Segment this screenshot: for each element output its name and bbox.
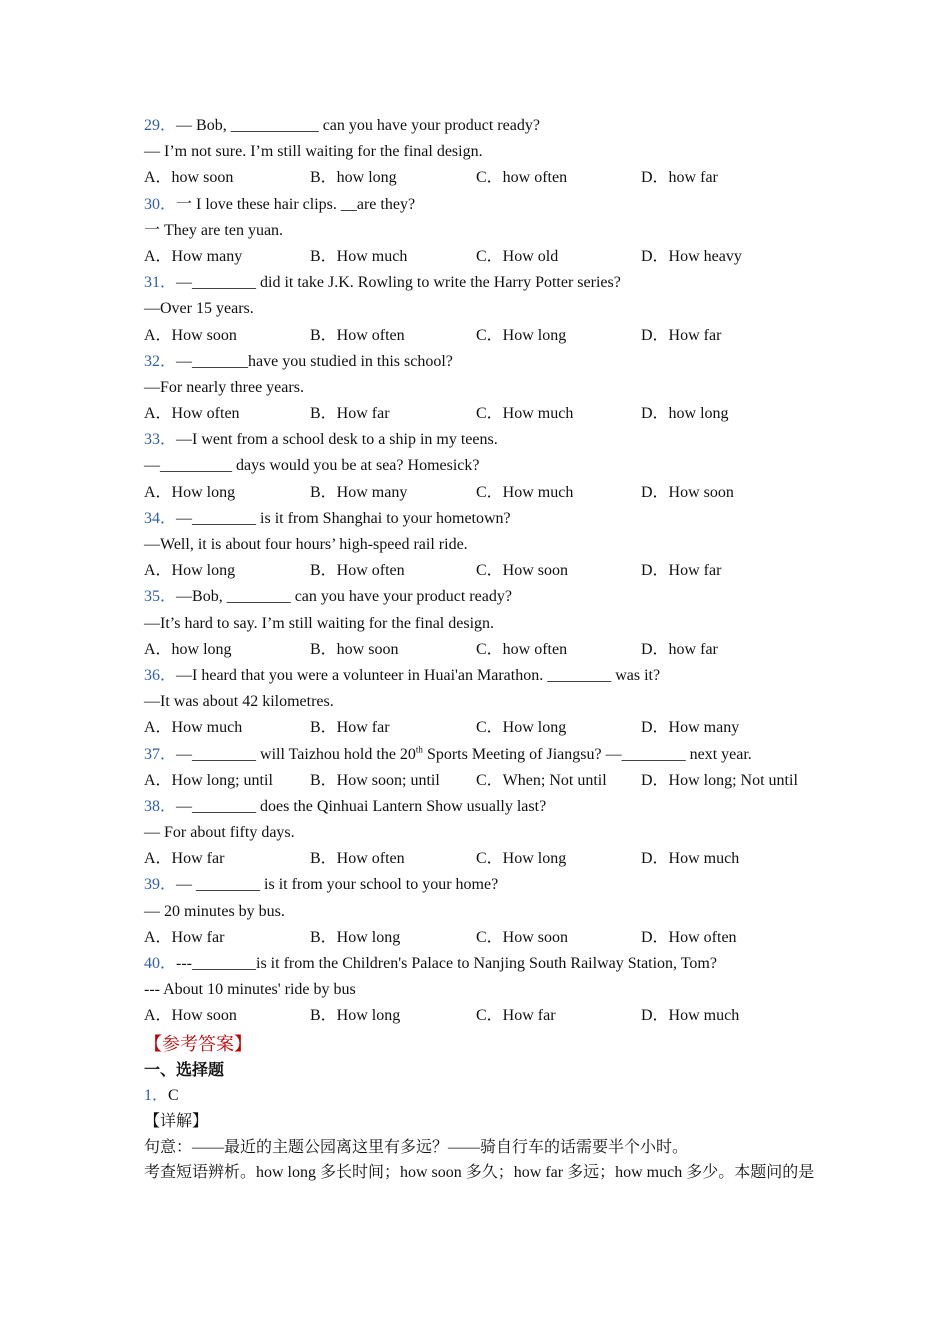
question-text: —I heard that you were a volunteer in Huai'an Marathon. ________ was it?: [176, 666, 661, 684]
option-c: C．How long: [476, 850, 567, 868]
options-row-37: [144, 768, 824, 794]
option-b: B．How far: [310, 719, 390, 737]
question-30-stem: [144, 192, 824, 218]
option-b: B．How often: [310, 326, 405, 344]
option-b: B．How soon; until: [310, 771, 440, 789]
options-row-35: [144, 637, 824, 663]
question-38-stem: [144, 794, 824, 820]
option-c: C．how often: [476, 640, 568, 658]
option-b: B．How long: [310, 1007, 401, 1025]
options-row-33: [144, 480, 824, 506]
question-number: 37．: [144, 745, 177, 763]
question-31-stem: [144, 270, 824, 296]
option-a: A．how soon: [144, 169, 234, 187]
question-text: —_______have you studied in this school?: [176, 352, 453, 370]
question-38-reply: — For about fifty days.: [144, 824, 295, 842]
option-d: D．How far: [641, 326, 722, 344]
question-text: ---________is it from the Children's Palace to Nanjing South Railway Station, Tom?: [176, 955, 717, 972]
option-d: D．How many: [641, 719, 740, 737]
ordinal-suffix: th: [415, 744, 423, 755]
question-number: 38．: [144, 797, 177, 815]
question-text: —________ does the Qinhuai Lantern Show usually last?: [176, 797, 547, 815]
options-row-36: [144, 715, 824, 741]
question-39-stem: [144, 872, 824, 898]
option-c: C．How much: [476, 405, 574, 423]
option-d: D．How far: [641, 562, 722, 580]
option-a: A．How far: [144, 850, 225, 868]
question-35-stem: [144, 584, 824, 610]
question-31-reply: —Over 15 years.: [144, 300, 254, 318]
options-row-29: [144, 165, 824, 191]
options-row-34: [144, 558, 824, 584]
option-a: A．How far: [144, 928, 225, 946]
question-32-stem: [144, 349, 824, 375]
section-title: 一、选择题: [144, 1061, 225, 1079]
answer-heading: 【参考答案】: [144, 1033, 252, 1054]
option-b: B．How far: [310, 405, 390, 423]
option-d: D．How heavy: [641, 247, 742, 265]
option-b: B．how long: [310, 169, 397, 187]
option-b: B．How long: [310, 928, 401, 946]
option-c: C．How far: [476, 1007, 556, 1025]
option-b: B．How much: [310, 247, 408, 265]
option-b: B．How many: [310, 483, 408, 501]
question-32-reply: —For nearly three years.: [144, 378, 304, 396]
question-list: [144, 113, 824, 1186]
option-d: D．How often: [641, 928, 737, 946]
question-text: —________ is it from Shanghai to your hometown?: [176, 509, 511, 527]
answer-value: C: [168, 1086, 179, 1104]
options-row-40: [144, 1003, 824, 1029]
option-d: D．how far: [641, 169, 718, 187]
question-number: 29．: [144, 117, 177, 134]
option-d: D．How much: [641, 850, 740, 868]
detail-label: 【详解】: [144, 1112, 209, 1130]
question-35-reply: —It’s hard to say. I’m still waiting for the final design.: [144, 614, 495, 632]
option-c: C．How long: [476, 326, 567, 344]
question-number: 31．: [144, 274, 177, 292]
question-number: 33．: [144, 431, 177, 449]
option-b: B．How often: [310, 850, 405, 868]
question-number: 39．: [144, 876, 177, 894]
option-a: A．how long: [144, 640, 232, 658]
question-text: —________ will Taizhou hold the 20: [176, 745, 416, 763]
question-36-reply: —It was about 42 kilometres.: [144, 693, 334, 711]
question-34-reply: —Well, it is about four hours’ high-speed rail ride.: [144, 536, 468, 553]
question-number: 40．: [144, 955, 177, 972]
question-text: —I went from a school desk to a ship in my teens.: [176, 431, 498, 449]
question-39-reply: — 20 minutes by bus.: [144, 902, 285, 920]
question-29-stem: [144, 113, 824, 139]
question-33-stem: [144, 427, 824, 453]
question-number: 34．: [144, 509, 177, 527]
option-c: C．When; Not until: [476, 771, 607, 789]
options-row-30: [144, 244, 824, 270]
question-37-stem: [144, 742, 824, 768]
option-a: A．How often: [144, 405, 240, 423]
question-text: —________ did it take J.K. Rowling to write the Harry Potter series?: [176, 274, 621, 292]
option-c: C．How old: [476, 247, 559, 265]
options-row-31: [144, 323, 824, 349]
options-row-38: [144, 846, 824, 872]
option-d: D．How soon: [641, 483, 734, 501]
question-33-reply: —_________ days would you be at sea? Homesick?: [144, 457, 480, 475]
sentence-meaning: 句意：——最近的主题公园离这里有多远？——骑自行车的话需要半个小时。: [144, 1138, 689, 1156]
question-36-stem: [144, 663, 824, 689]
option-a: A．How soon: [144, 1007, 237, 1025]
option-b: B．how soon: [310, 640, 399, 658]
analysis-text: 考查短语辨析。how long 多长时间；how soon 多久；how far 多远；how much 多少。本题问的是: [144, 1164, 815, 1182]
option-a: A．How soon: [144, 326, 237, 344]
option-c: C．How soon: [476, 928, 569, 946]
question-number: 35．: [144, 588, 177, 606]
question-number: 36．: [144, 666, 177, 684]
question-number: 30．: [144, 195, 177, 213]
question-40-reply: --- About 10 minutes' ride by bus: [144, 981, 356, 999]
option-b: B．How often: [310, 562, 405, 580]
answer-item: [144, 1083, 824, 1109]
question-text: 一 I love these hair clips. __are they?: [176, 195, 416, 213]
option-d: D．How long; Not until: [641, 771, 798, 789]
option-d: D．How much: [641, 1007, 740, 1025]
question-text: — Bob, ___________ can you have your product ready?: [176, 117, 540, 134]
option-a: A．How long: [144, 562, 236, 580]
answer-number: 1．: [144, 1086, 169, 1104]
option-c: C．how often: [476, 169, 568, 187]
option-a: A．How much: [144, 719, 243, 737]
options-row-39: [144, 925, 824, 951]
question-number: 32．: [144, 352, 177, 370]
question-text-cont: Sports Meeting of Jiangsu? —________ next year.: [422, 745, 752, 763]
question-text: — ________ is it from your school to your home?: [176, 876, 499, 894]
option-d: D．how long: [641, 405, 729, 423]
question-30-reply: 一 They are ten yuan.: [144, 221, 284, 239]
question-40-stem: [144, 951, 824, 977]
option-d: D．how far: [641, 640, 718, 658]
option-c: C．How much: [476, 483, 574, 501]
option-a: A．How many: [144, 247, 243, 265]
question-34-stem: [144, 506, 824, 532]
question-text: —Bob, ________ can you have your product ready?: [176, 588, 512, 606]
option-a: A．How long; until: [144, 771, 273, 789]
question-29-reply: — I’m not sure. I’m still waiting for the final design.: [144, 143, 483, 161]
options-row-32: [144, 401, 824, 427]
option-c: C．How soon: [476, 562, 569, 580]
option-c: C．How long: [476, 719, 567, 737]
option-a: A．How long: [144, 483, 236, 501]
